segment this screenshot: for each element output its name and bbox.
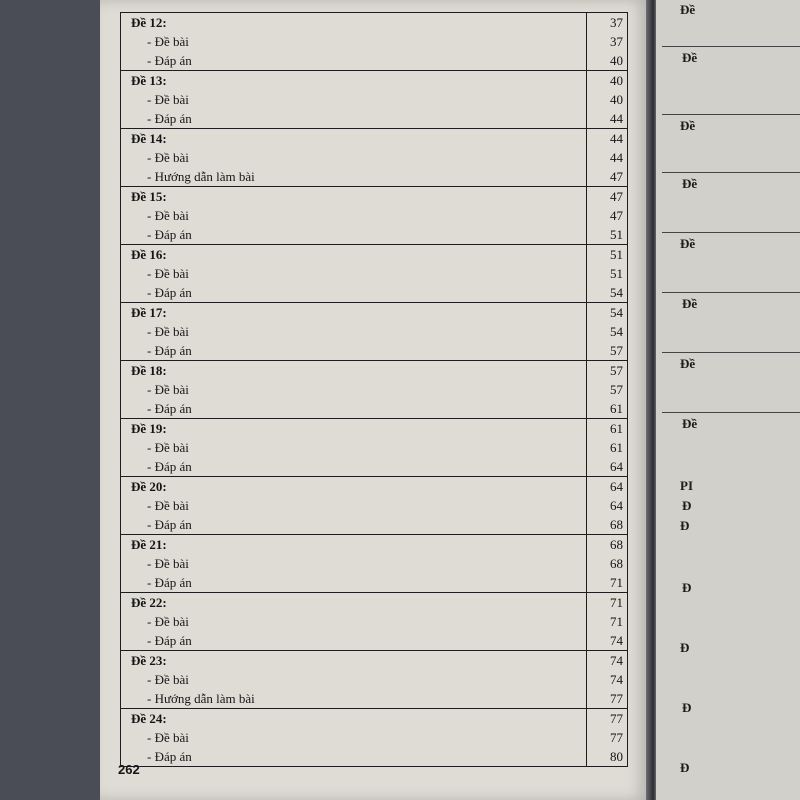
facing-page-mark: Đề xyxy=(680,2,696,17)
toc-subentry xyxy=(121,167,627,186)
facing-page-mark: Đ xyxy=(680,518,690,533)
toc-subentry-label: - Đề bài xyxy=(121,206,587,225)
facing-page-mark: Đề xyxy=(682,50,698,65)
toc-entry xyxy=(121,303,627,361)
facing-page-mark: Đ xyxy=(682,700,692,715)
toc-subentry xyxy=(121,670,627,689)
toc-entry xyxy=(121,361,627,419)
toc-subentry-page: 74 xyxy=(610,672,623,687)
toc-entry-heading xyxy=(121,651,627,670)
toc-subentry-page: 54 xyxy=(610,324,623,339)
facing-page-rule xyxy=(662,46,800,47)
toc-entry-page: 51 xyxy=(610,247,623,262)
facing-page-mark: Đ xyxy=(682,580,692,595)
toc-entry xyxy=(121,419,627,477)
toc-entry-heading xyxy=(121,187,627,206)
toc-subentry-label: - Đáp án xyxy=(121,515,587,534)
facing-page-mark: Đề xyxy=(680,356,696,371)
toc-subentry-page: 74 xyxy=(610,633,623,648)
toc-subentry xyxy=(121,515,627,534)
toc-entry-page: 54 xyxy=(610,305,623,320)
page-number: 262 xyxy=(118,762,140,777)
toc-subentry-page: 61 xyxy=(610,440,623,455)
toc-entry xyxy=(121,13,627,71)
toc-entry-title: Đề 17: xyxy=(121,303,587,322)
facing-page-rule xyxy=(662,114,800,115)
toc-subentry-page: 51 xyxy=(610,227,623,242)
toc-entry-heading xyxy=(121,71,627,90)
toc-subentry-page: 57 xyxy=(610,382,623,397)
toc-entry xyxy=(121,71,627,129)
toc-subentry-label: - Đáp án xyxy=(121,283,587,302)
toc-entry-page: 71 xyxy=(610,595,623,610)
toc-subentry xyxy=(121,283,627,302)
toc-subentry xyxy=(121,206,627,225)
toc-entry-title: Đề 22: xyxy=(121,593,587,612)
toc-entry xyxy=(121,245,627,303)
toc-subentry-page: 47 xyxy=(610,208,623,223)
toc-subentry-page: 40 xyxy=(610,92,623,107)
toc-subentry-label: - Đề bài xyxy=(121,264,587,283)
toc-subentry-page: 54 xyxy=(610,285,623,300)
toc-entry-heading xyxy=(121,361,627,380)
toc-subentry xyxy=(121,554,627,573)
toc-entry-heading xyxy=(121,13,627,32)
facing-page-mark: PI xyxy=(680,478,693,493)
toc-entry-title: Đề 18: xyxy=(121,361,587,380)
toc-entry-page: 64 xyxy=(610,479,623,494)
toc-subentry-label: - Đáp án xyxy=(121,109,587,128)
facing-page-mark: Đề xyxy=(682,176,698,191)
toc-subentry xyxy=(121,573,627,592)
facing-page-rule xyxy=(662,352,800,353)
toc-entry-heading xyxy=(121,593,627,612)
toc-subentry xyxy=(121,51,627,70)
toc-entry-page: 74 xyxy=(610,653,623,668)
toc-entry xyxy=(121,593,627,651)
toc-subentry-page: 64 xyxy=(610,498,623,513)
toc-subentry-label: - Đáp án xyxy=(121,573,587,592)
toc-entry-heading xyxy=(121,709,627,728)
toc-subentry-label: - Đề bài xyxy=(121,496,587,515)
toc-entry-heading xyxy=(121,245,627,264)
toc-entry-page: 44 xyxy=(610,131,623,146)
toc-entry xyxy=(121,187,627,245)
toc-subentry xyxy=(121,264,627,283)
toc-subentry-label: - Đáp án xyxy=(121,399,587,418)
toc-subentry-label: - Đáp án xyxy=(121,341,587,360)
toc-entry-title: Đề 12: xyxy=(121,13,587,32)
toc-subentry-page: 51 xyxy=(610,266,623,281)
toc-entry xyxy=(121,477,627,535)
facing-page-mark: Đề xyxy=(682,416,698,431)
toc-entry-page: 61 xyxy=(610,421,623,436)
toc-subentry-page: 64 xyxy=(610,459,623,474)
toc-subentry xyxy=(121,225,627,244)
toc-entry-title: Đề 15: xyxy=(121,187,587,206)
facing-page-rule xyxy=(662,172,800,173)
toc-entry-page: 40 xyxy=(610,73,623,88)
toc-subentry-label: - Đề bài xyxy=(121,728,587,747)
toc-entry-title: Đề 14: xyxy=(121,129,587,148)
toc-subentry-page: 37 xyxy=(610,34,623,49)
toc-subentry-page: 77 xyxy=(610,691,623,706)
toc-subentry-label: - Đề bài xyxy=(121,380,587,399)
toc-entry xyxy=(121,651,627,709)
toc-entry-heading xyxy=(121,303,627,322)
toc-entry-title: Đề 20: xyxy=(121,477,587,496)
facing-page-mark: Đ xyxy=(680,760,690,775)
facing-page-rule xyxy=(662,232,800,233)
facing-page-rule xyxy=(662,292,800,293)
toc-entry-title: Đề 19: xyxy=(121,419,587,438)
toc-subentry-label: - Đáp án xyxy=(121,631,587,650)
toc-subentry xyxy=(121,438,627,457)
toc-entry-page: 47 xyxy=(610,189,623,204)
toc-subentry-label: - Đáp án xyxy=(121,225,587,244)
toc-entry-title: Đề 21: xyxy=(121,535,587,554)
toc-subentry-page: 77 xyxy=(610,730,623,745)
toc-entry-page: 57 xyxy=(610,363,623,378)
toc-entry-page: 37 xyxy=(610,15,623,30)
toc-subentry xyxy=(121,109,627,128)
toc-subentry xyxy=(121,380,627,399)
toc-subentry-label: - Đề bài xyxy=(121,438,587,457)
toc-entry-heading xyxy=(121,535,627,554)
facing-page xyxy=(656,0,800,800)
toc-entry-page: 68 xyxy=(610,537,623,552)
toc-subentry xyxy=(121,148,627,167)
toc-subentry-label: - Đề bài xyxy=(121,322,587,341)
toc-subentry-label: - Đề bài xyxy=(121,554,587,573)
toc-subentry-page: 57 xyxy=(610,343,623,358)
toc-subentry-label: - Đáp án xyxy=(121,51,587,70)
toc-subentry xyxy=(121,496,627,515)
toc-subentry-page: 71 xyxy=(610,614,623,629)
toc-subentry-label: - Đề bài xyxy=(121,32,587,51)
toc-subentry xyxy=(121,90,627,109)
toc-subentry-label: - Đáp án xyxy=(121,747,587,766)
toc-entry xyxy=(121,709,627,767)
toc-subentry xyxy=(121,457,627,476)
toc-subentry xyxy=(121,728,627,747)
facing-page-rule xyxy=(662,412,800,413)
toc-entry-page: 77 xyxy=(610,711,623,726)
toc-entry-heading xyxy=(121,477,627,496)
toc-subentry-label: - Đề bài xyxy=(121,148,587,167)
toc-subentry-page: 47 xyxy=(610,169,623,184)
toc-entry-title: Đề 13: xyxy=(121,71,587,90)
toc-entry-heading xyxy=(121,129,627,148)
toc-subentry xyxy=(121,341,627,360)
toc-entry xyxy=(121,535,627,593)
toc-subentry-label: - Hướng dẫn làm bài xyxy=(121,167,587,186)
toc-subentry-page: 71 xyxy=(610,575,623,590)
toc-subentry xyxy=(121,399,627,418)
facing-page-mark: Đề xyxy=(680,118,696,133)
toc-subentry-label: - Đề bài xyxy=(121,670,587,689)
toc-subentry xyxy=(121,689,627,708)
toc-subentry-page: 80 xyxy=(610,749,623,764)
toc-subentry-page: 68 xyxy=(610,556,623,571)
toc-subentry xyxy=(121,747,627,766)
toc-subentry-page: 40 xyxy=(610,53,623,68)
table-of-contents xyxy=(120,12,628,767)
toc-subentry xyxy=(121,322,627,341)
toc-subentry-label: - Đáp án xyxy=(121,457,587,476)
toc-subentry-page: 68 xyxy=(610,517,623,532)
toc-entry-heading xyxy=(121,419,627,438)
toc-entry-title: Đề 24: xyxy=(121,709,587,728)
toc-subentry-label: - Đề bài xyxy=(121,612,587,631)
facing-page-mark: Đ xyxy=(680,640,690,655)
toc-subentry-label: - Hướng dẫn làm bài xyxy=(121,689,587,708)
toc-entry xyxy=(121,129,627,187)
toc-subentry xyxy=(121,612,627,631)
toc-subentry xyxy=(121,32,627,51)
facing-page-mark: Đ xyxy=(682,498,692,513)
toc-subentry-page: 61 xyxy=(610,401,623,416)
toc-subentry-label: - Đề bài xyxy=(121,90,587,109)
toc-entry-title: Đề 16: xyxy=(121,245,587,264)
facing-page-mark: Đề xyxy=(680,236,696,251)
toc-subentry-page: 44 xyxy=(610,111,623,126)
toc-entry-title: Đề 23: xyxy=(121,651,587,670)
facing-page-mark: Đề xyxy=(682,296,698,311)
toc-subentry xyxy=(121,631,627,650)
toc-subentry-page: 44 xyxy=(610,150,623,165)
